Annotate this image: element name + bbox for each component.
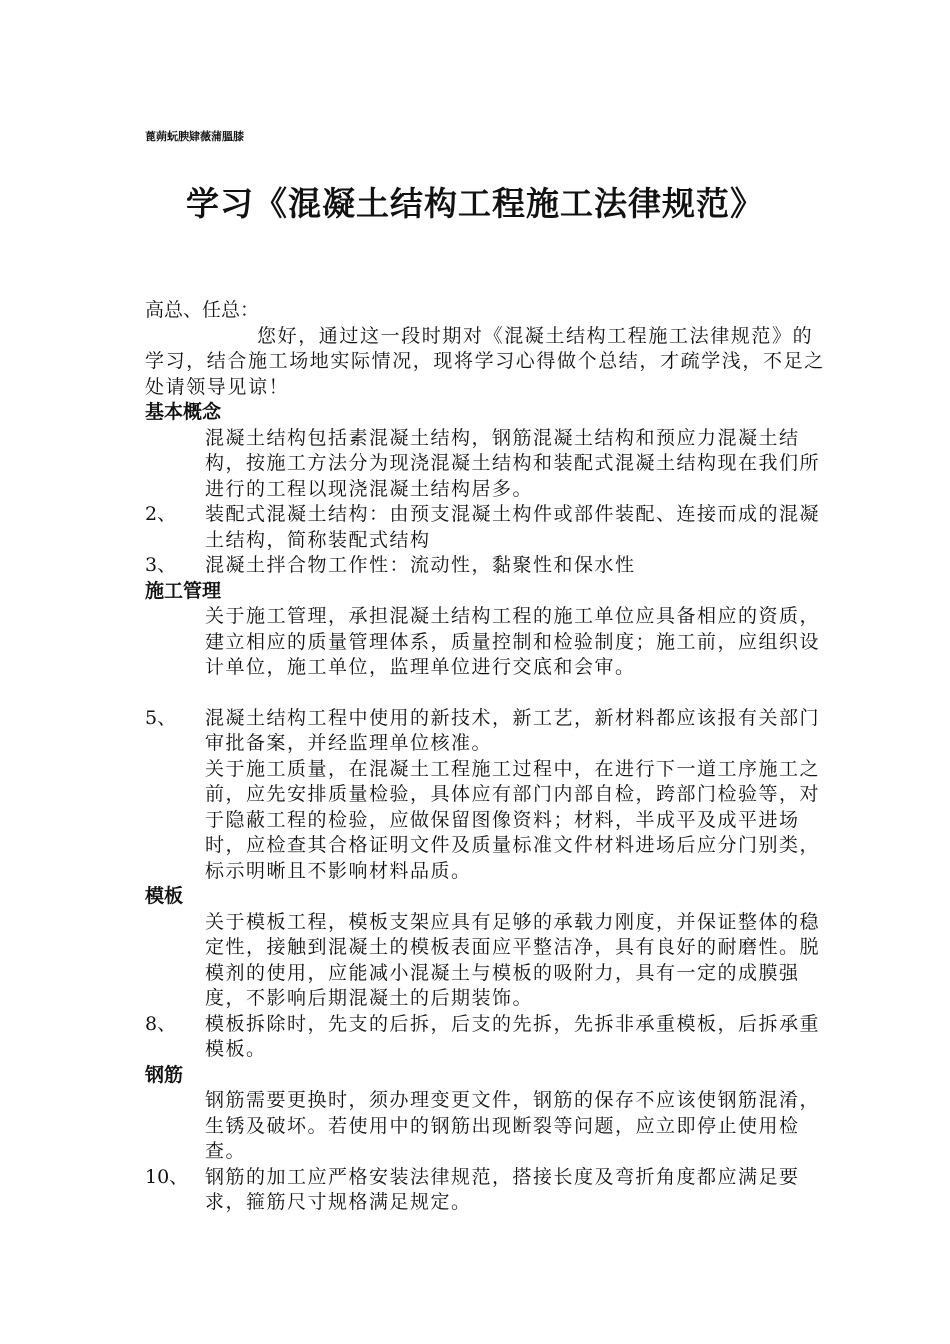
item-text: 关于施工质量，在混凝土工程施工过程中，在进行下一道工序施工之前，应先安排质量检验，具体应有部门内部自检，跨部门检验等，对于隐蔽工程的检验，应做保留图像资料；材料，半成平及成平进场时，应检查其合格证明文件及质量标准文件材料进场后应分门别类，标示明晰且不影响材料品质。 (205, 757, 821, 882)
list-item (145, 502, 825, 553)
item-number: 8、 (145, 1012, 177, 1035)
list-item (145, 604, 825, 681)
item-number: 10、 (145, 1165, 189, 1188)
item-text: 混凝土拌合物工作性：流动性，黏聚性和保水性 (205, 554, 636, 576)
list-item (145, 706, 825, 757)
item-text: 模板拆除时，先支的后拆，后支的先拆，先拆非承重模板，后拆承重模板。 (205, 1012, 821, 1060)
item-number: 2、 (145, 503, 177, 525)
section-heading-construction-management: 施工管理 (145, 579, 222, 602)
item-number: 3、 (145, 554, 177, 576)
list-item (145, 553, 825, 579)
list-item (145, 757, 825, 885)
item-number: 5、 (145, 706, 177, 729)
item-text: 关于施工管理，承担混凝土结构工程的施工单位应具备相应的资质，建立相应的质量管理体系，质量控制和检验制度；施工前，应组织设计单位，施工单位，监理单位进行交底和会审。 (205, 605, 821, 678)
header-code: 蓖蒴蚖腴肄薇蒲膃膝 (145, 130, 244, 143)
section-heading-formwork: 模板 (145, 885, 184, 907)
document-title: 学习《混凝土结构工程施工法律规范》 (186, 184, 764, 223)
item-text: 混凝土结构工程中使用的新技术，新工艺，新材料都应该报有关部门审批备案，并经监理单位核准。 (205, 706, 821, 754)
paragraph-gap (145, 681, 825, 706)
document-body (145, 298, 825, 1216)
item-text: 装配式混凝土结构：由预支混凝土构件或部件装配、连接而成的混凝土结构，简称装配式结构 (205, 503, 821, 551)
item-text: 关于模板工程，模板支架应具有足够的承载力刚度，并保证整体的稳定性，接触到混凝土的模板表面应平整洁净，具有良好的耐磨性。脱模剂的使用，应能减小混凝土与模板的吸附力，具有一定的成膜强度，不影响后期混凝土的后期装饰。 (205, 910, 821, 1009)
list-item (145, 1012, 825, 1063)
list-item (145, 910, 825, 1012)
list-item (145, 1165, 825, 1216)
intro-paragraph: 您好，通过这一段时期对《混凝土结构工程施工法律规范》的学习，结合施工场地实际情况，现将学习心得做个总结，才疏学浅，不足之处请领导见谅！ (145, 324, 825, 398)
item-text: 混凝土结构包括素混凝土结构，钢筋混凝土结构和预应力混凝土结构，按施工方法分为现浇混凝土结构和装配式混凝土结构现在我们所进行的工程以现浇混凝土结构居多。 (205, 426, 821, 500)
section-heading-basic-concepts: 基本概念 (145, 401, 222, 423)
section-heading-rebar: 钢筋 (145, 1063, 184, 1086)
item-text: 钢筋的加工应严格安装法律规范，搭接长度及弯折角度都应满足要求，箍筋尺寸规格满足规定。 (205, 1165, 800, 1213)
item-text: 钢筋需要更换时，须办理变更文件，钢筋的保存不应该使钢筋混淆，生锈及破坏。若使用中的钢筋出现断裂等问题，应立即停止使用检查。 (205, 1089, 821, 1162)
list-item (145, 426, 825, 503)
list-item (145, 1088, 825, 1165)
salutation: 高总、任总： (145, 299, 260, 321)
